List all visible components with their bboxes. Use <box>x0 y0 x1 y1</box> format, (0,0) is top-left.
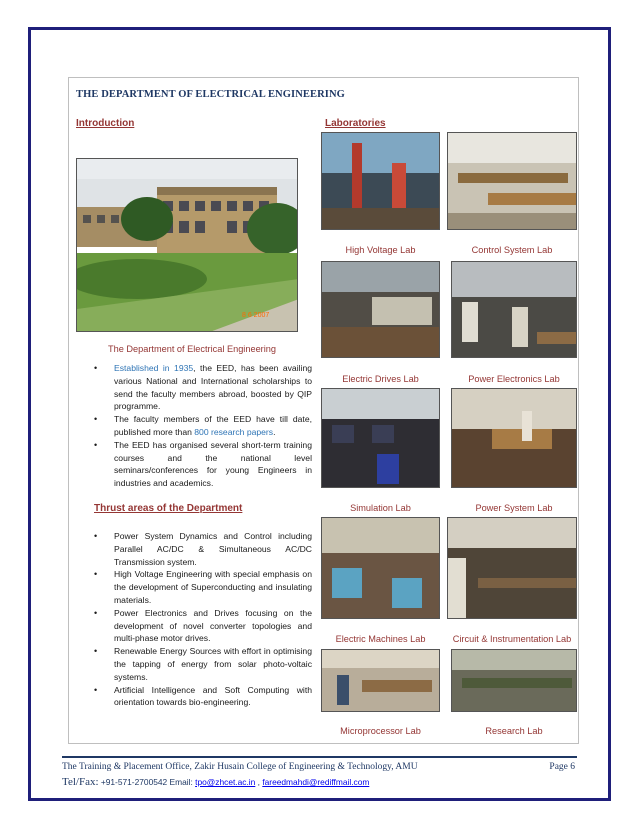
bullet-icon: • <box>94 684 98 695</box>
lab-photo-electric-drives <box>321 261 440 358</box>
bullet-icon: • <box>94 531 98 541</box>
list-item: • The EED has organised several short-term training courses and the national level seminars/conferences for young Engineers in industries and academics. <box>94 439 312 489</box>
lab-caption: Electric Machines Lab <box>335 634 426 644</box>
list-item: • The faculty members of the EED have till date, published more than 800 research papers. <box>94 414 312 437</box>
email-separator: , <box>255 777 263 787</box>
lab-caption: Circuit & Instrumentation Lab <box>452 634 572 644</box>
introduction-heading: Introduction <box>76 118 135 129</box>
lab-photo-high-voltage <box>321 132 440 230</box>
lab-photo-electric-machines <box>321 517 440 619</box>
list-item: • Artificial Intelligence and Soft Computing with orientation towards bio-engineering. <box>94 684 312 708</box>
lab-caption: Power System Lab <box>475 503 553 513</box>
list-item: • Renewable Energy Sources with effort in optimising the tapping of energy from solar photo-voltaic systems. <box>94 646 312 682</box>
lab-caption: Research Lab <box>485 726 543 736</box>
bullet-icon: • <box>94 646 98 657</box>
bullet-icon: • <box>94 439 98 450</box>
lab-photo-simulation <box>321 388 440 488</box>
lab-caption: Simulation Lab <box>350 503 411 513</box>
email-link-fareed[interactable]: fareedmahdi@rediffmail.com <box>262 777 370 787</box>
lab-caption: High Voltage Lab <box>345 245 416 255</box>
thrust-areas-heading: Thrust areas of the Department <box>94 503 243 514</box>
laboratories-heading: Laboratories <box>325 118 386 129</box>
email-link-tpo[interactable]: tpo@zhcet.ac.in <box>195 777 256 787</box>
department-title: THE DEPARTMENT OF ELECTRICAL ENGINEERING <box>76 89 345 100</box>
bullet-icon: • <box>94 607 98 618</box>
list-item: • Power Electronics and Drives focusing on the development of novel converter topologies and multi-phase motor drives. <box>94 607 312 644</box>
list-item: • Established in 1935, the EED, has been availing various National and International scholarships to send the faculty members abroad, boosted by QIP programme. <box>94 363 312 412</box>
lab-photo-control-system <box>447 132 577 230</box>
bullet-icon: • <box>94 363 98 373</box>
telfax-label: Tel/Fax: <box>62 776 99 788</box>
department-building-photo <box>76 158 298 332</box>
lab-caption: Control System Lab <box>471 245 553 255</box>
page-number: Page 6 <box>549 762 575 772</box>
telfax-value: +91-571-2700542 Email: <box>98 777 196 787</box>
footer-office-line <box>62 762 575 772</box>
footer-office: The Training & Placement Office, Zakir Husain College of Engineering & Technology, AMU <box>62 762 418 772</box>
lab-photo-research <box>451 649 577 712</box>
lab-caption: Microprocessor Lab <box>340 726 421 736</box>
lab-photo-power-system <box>451 388 577 488</box>
lab-photo-microprocessor <box>321 649 440 712</box>
bullet-icon: • <box>94 414 98 425</box>
list-item: • High Voltage Engineering with special emphasis on the development of Superconducting and insulating materials. <box>94 569 312 605</box>
photo-datestamp: 8 6 2007 <box>242 312 270 319</box>
lab-caption: Power Electronics Lab <box>468 374 560 384</box>
thrust-areas-list <box>90 530 312 709</box>
lab-caption: Electric Drives Lab <box>342 374 419 384</box>
bullet-icon: • <box>94 569 98 580</box>
list-item: • Power System Dynamics and Control including Parallel AC/DC & Simultaneous AC/DC Transmission system. <box>94 531 312 567</box>
lab-photo-circuit-instrumentation <box>447 517 577 619</box>
introduction-list <box>90 362 312 490</box>
footer-contact <box>62 776 369 788</box>
footer-rule <box>62 756 577 758</box>
lab-photo-power-electronics <box>451 261 577 358</box>
building-photo-caption: The Department of Electrical Engineering <box>107 344 276 354</box>
